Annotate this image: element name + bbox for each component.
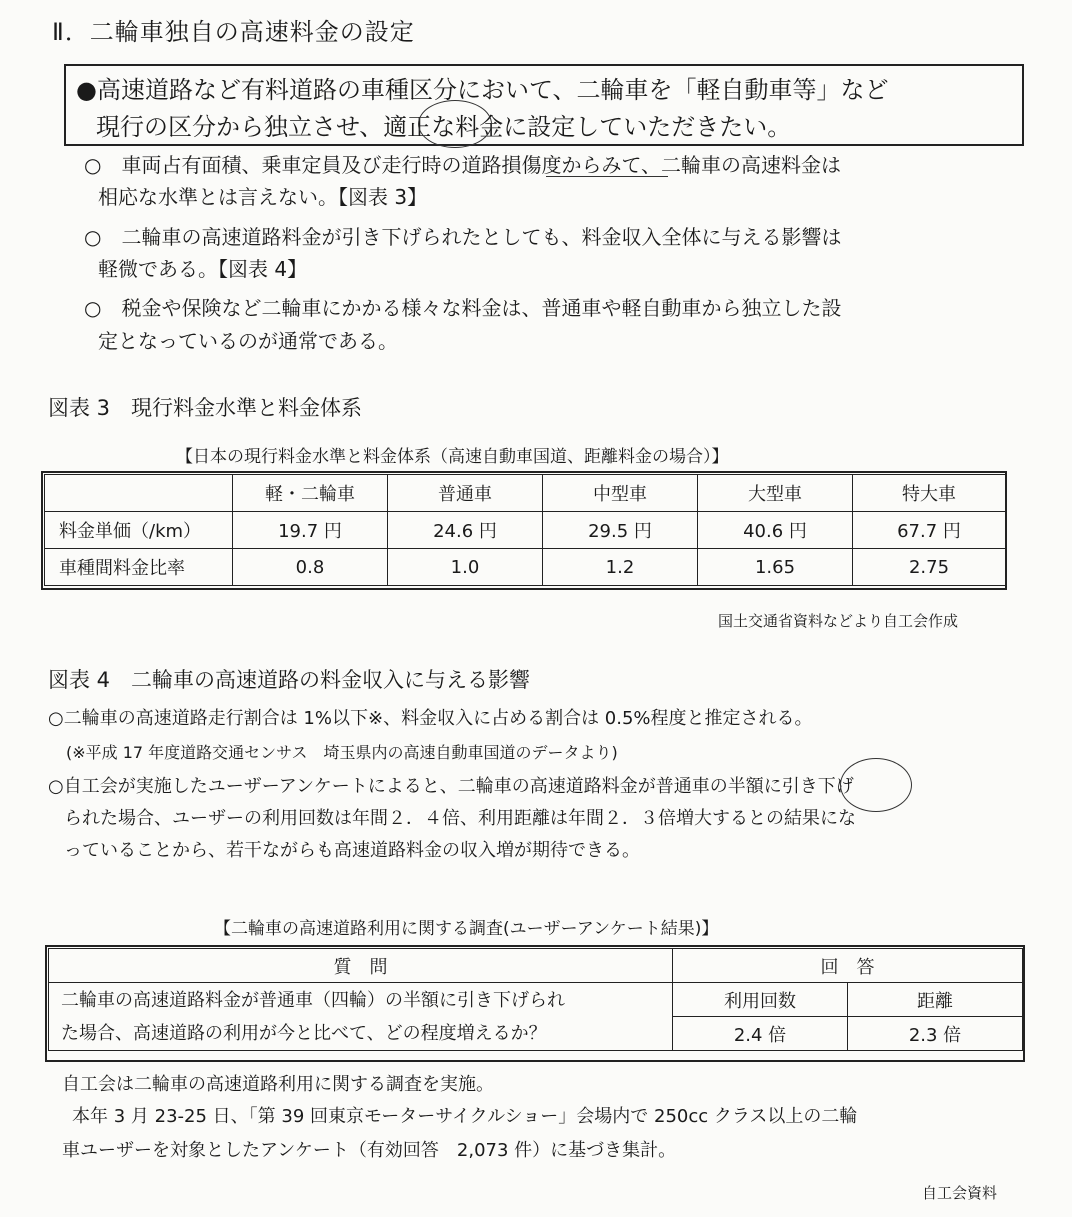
fig3-corner-cell: [45, 475, 233, 512]
table-cell: 67.7 円: [853, 512, 1006, 549]
fig3-col-ogata: 大型車: [698, 475, 853, 512]
survey-footer-3: 車ユーザーを対象としたアンケート（有効回答 2,073 件）に基づき集計。: [62, 1140, 677, 1161]
bullet-1-line-2: 相応な水準とは言えない。【図表 3】: [98, 185, 428, 209]
survey-val-distance: 2.3 倍: [848, 1017, 1023, 1051]
bullet-1-line-1: ○ 車両占有面積、乗車定員及び走行時の道路損傷度からみて、二輪車の高速料金は: [84, 153, 842, 177]
request-line-1: ●高速道路など有料道路の車種区分において、二輪車を「軽自動車等」など: [76, 76, 889, 104]
section-title: Ⅱ．二輪車独自の高速料金の設定: [52, 18, 415, 46]
fig3-col-kei: 軽・二輪車: [233, 475, 388, 512]
table-row: [45, 549, 1006, 586]
table-cell: 40.6 円: [698, 512, 853, 549]
survey-question-line-2: た場合、高速道路の利用が今と比べて、どの程度増えるか？: [61, 1022, 547, 1044]
request-box: [64, 64, 1024, 146]
survey-footer-2: 本年 3 月 23-25 日、「第 39 回東京モーターサイクルショー」会場内で 250cc クラス以上の二輪: [72, 1106, 858, 1127]
table-cell: 29.5 円: [543, 512, 698, 549]
survey-question-line-1: 二輪車の高速道路料金が普通車（四輪）の半額に引き下げられ: [61, 989, 565, 1011]
fig3-row-label: 車種間料金比率: [45, 549, 233, 586]
survey-table: [48, 948, 1023, 1051]
survey-val-usage: 2.4 倍: [673, 1017, 848, 1051]
survey-answer-header: 回 答: [673, 949, 1023, 983]
fig3-row-label: 料金単価（/km）: [45, 512, 233, 549]
table-row: [45, 512, 1006, 549]
bullet-2-line-1: ○ 二輪車の高速道路料金が引き下げられたとしても、料金収入全体に与える影響は: [84, 225, 842, 249]
bullet-3-line-2: 定となっているのが通常である。: [98, 329, 398, 353]
bullet-3-line-1: ○ 税金や保険など二輪車にかかる様々な料金は、普通車や軽自動車から独立した設: [84, 296, 842, 320]
survey-question-cell: [49, 983, 673, 1051]
fig3-col-futsu: 普通車: [388, 475, 543, 512]
fig4-paragraph-2-line-3: っていることから、若干ながらも高速道路料金の収入増が期待できる。: [64, 840, 640, 861]
table-cell: 2.75: [853, 549, 1006, 586]
survey-col-distance: 距離: [848, 983, 1023, 1017]
fig3-col-tokudai: 特大車: [853, 475, 1006, 512]
table-row: [49, 983, 1023, 1017]
table-cell: 1.2: [543, 549, 698, 586]
fig3-source: 国土交通省資料などより自工会作成: [718, 612, 959, 630]
fig3-table: [44, 474, 1006, 586]
fig3-col-chugata: 中型車: [543, 475, 698, 512]
bullet-2-line-2: 軽微である。【図表 4】: [98, 257, 308, 281]
fig4-heading: 図表 4 二輪車の高速道路の料金収入に与える影響: [48, 668, 531, 692]
fig3-heading: 図表 3 現行料金水準と料金体系: [48, 396, 363, 420]
fig3-header-row: [45, 475, 1006, 512]
table-cell: 0.8: [233, 549, 388, 586]
survey-header-row: [49, 949, 1023, 983]
request-line-2: 現行の区分から独立させ、適正な料金に設定していただきたい。: [96, 113, 792, 141]
survey-col-usage: 利用回数: [673, 983, 848, 1017]
table-cell: 1.65: [698, 549, 853, 586]
survey-question-header: 質 問: [49, 949, 673, 983]
fig4-paragraph-2-line-1: ○自工会が実施したユーザーアンケートによると、二輪車の高速道路料金が普通車の半額に引き下げ: [48, 776, 854, 797]
fig4-paragraph-1-note: (※平成 17 年度道路交通センサス 埼玉県内の高速自動車国道のデータより): [66, 743, 618, 762]
survey-caption: 【二輪車の高速道路利用に関する調査(ユーザーアンケート結果)】: [214, 919, 719, 939]
table-cell: 19.7 円: [233, 512, 388, 549]
survey-footer-1: 自工会は二輪車の高速道路利用に関する調査を実施。: [62, 1074, 494, 1095]
table-cell: 24.6 円: [388, 512, 543, 549]
fig4-paragraph-1: ○二輪車の高速道路走行割合は 1%以下※、料金収入に占める割合は 0.5%程度と推定される。: [48, 708, 813, 729]
fig3-caption: 【日本の現行料金水準と料金体系（高速自動車国道、距離料金の場合）】: [176, 447, 729, 467]
fig4-paragraph-2-line-2: られた場合、ユーザーの利用回数は年間２．４倍、利用距離は年間２．３倍増大するとの結果にな: [64, 808, 856, 829]
fig4-source: 自工会資料: [922, 1184, 998, 1202]
table-cell: 1.0: [388, 549, 543, 586]
